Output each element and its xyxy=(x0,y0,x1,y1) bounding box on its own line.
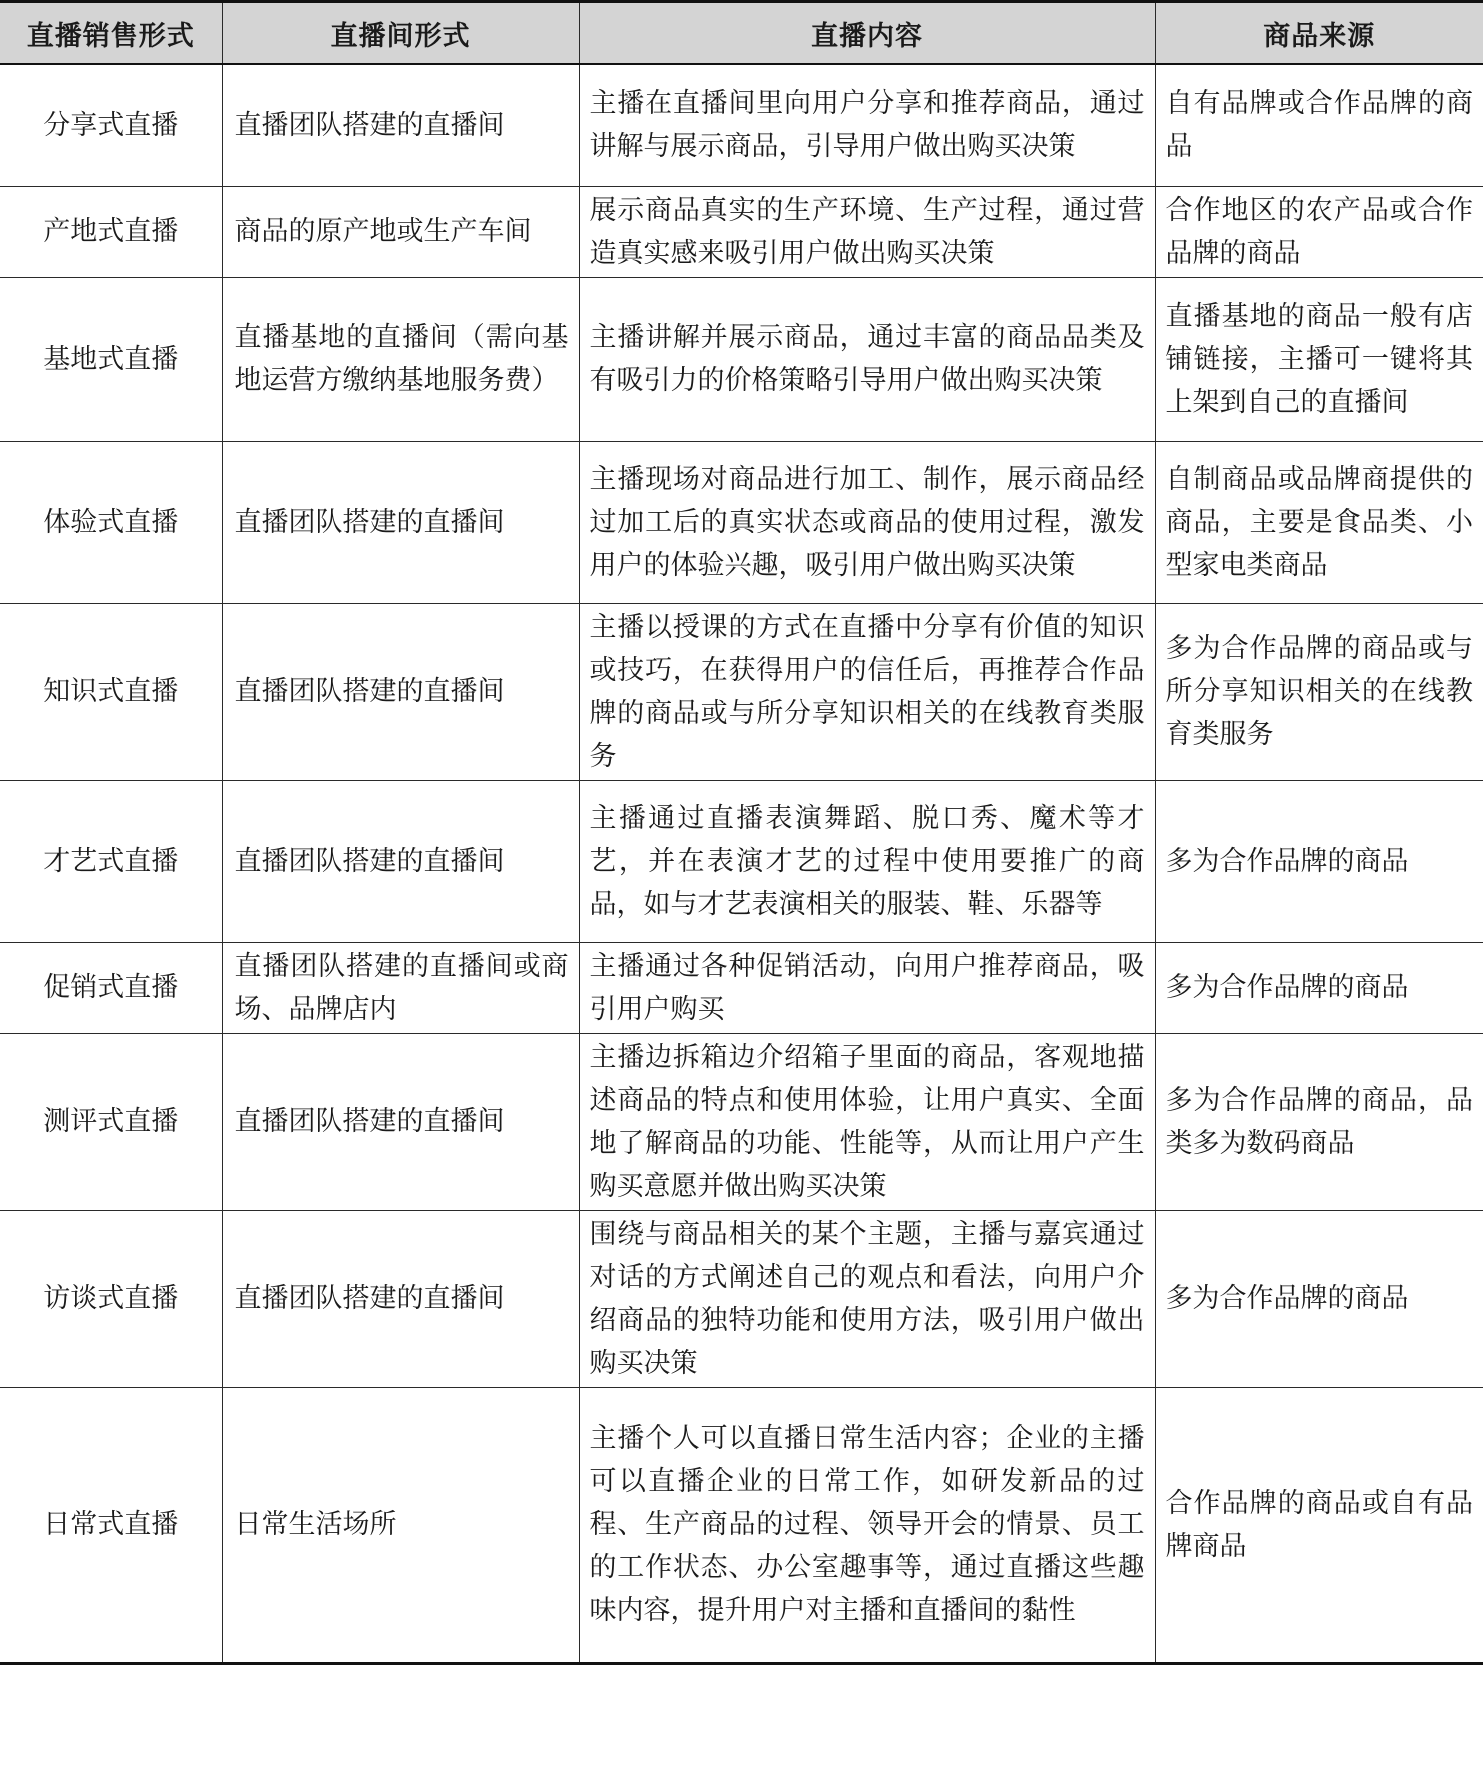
table-body xyxy=(0,64,1483,1663)
cell-room-form: 直播团队搭建的直播间 xyxy=(222,1210,579,1387)
table-row xyxy=(0,942,1483,1033)
cell-sales-form: 测评式直播 xyxy=(0,1033,222,1210)
cell-content: 主播个人可以直播日常生活内容；企业的主播可以直播企业的日常工作，如研发新品的过程、生产商品的过程、领导开会的情景、员工的工作状态、办公室趣事等，通过直播这些趣味内容，提升用户对主播和直播间的黏性 xyxy=(579,1387,1155,1663)
cell-product-source: 多为合作品牌的商品，品类多为数码商品 xyxy=(1155,1033,1483,1210)
cell-sales-form: 分享式直播 xyxy=(0,64,222,186)
table-row xyxy=(0,603,1483,780)
table-row xyxy=(0,277,1483,441)
cell-content: 主播通过直播表演舞蹈、脱口秀、魔术等才艺，并在表演才艺的过程中使用要推广的商品，如与才艺表演相关的服装、鞋、乐器等 xyxy=(579,780,1155,942)
cell-sales-form: 知识式直播 xyxy=(0,603,222,780)
table-row xyxy=(0,1210,1483,1387)
table-row xyxy=(0,780,1483,942)
cell-content: 主播边拆箱边介绍箱子里面的商品，客观地描述商品的特点和使用体验，让用户真实、全面地了解商品的功能、性能等，从而让用户产生购买意愿并做出购买决策 xyxy=(579,1033,1155,1210)
cell-product-source: 多为合作品牌的商品或与所分享知识相关的在线教育类服务 xyxy=(1155,603,1483,780)
cell-product-source: 自有品牌或合作品牌的商品 xyxy=(1155,64,1483,186)
cell-sales-form: 基地式直播 xyxy=(0,277,222,441)
cell-product-source: 多为合作品牌的商品 xyxy=(1155,780,1483,942)
cell-sales-form: 才艺式直播 xyxy=(0,780,222,942)
cell-content: 展示商品真实的生产环境、生产过程，通过营造真实感来吸引用户做出购买决策 xyxy=(579,186,1155,277)
cell-product-source: 直播基地的商品一般有店铺链接，主播可一键将其上架到自己的直播间 xyxy=(1155,277,1483,441)
table-row xyxy=(0,1033,1483,1210)
header-room-form: 直播间形式 xyxy=(222,2,579,65)
cell-room-form: 直播团队搭建的直播间 xyxy=(222,441,579,603)
header-product-source: 商品来源 xyxy=(1155,2,1483,65)
table-row xyxy=(0,441,1483,603)
cell-product-source: 合作品牌的商品或自有品牌商品 xyxy=(1155,1387,1483,1663)
header-sales-form: 直播销售形式 xyxy=(0,2,222,65)
cell-room-form: 直播团队搭建的直播间 xyxy=(222,1033,579,1210)
cell-content: 主播通过各种促销活动，向用户推荐商品，吸引用户购买 xyxy=(579,942,1155,1033)
cell-content: 主播现场对商品进行加工、制作，展示商品经过加工后的真实状态或商品的使用过程，激发用户的体验兴趣，吸引用户做出购买决策 xyxy=(579,441,1155,603)
cell-sales-form: 体验式直播 xyxy=(0,441,222,603)
cell-sales-form: 访谈式直播 xyxy=(0,1210,222,1387)
cell-content: 主播在直播间里向用户分享和推荐商品，通过讲解与展示商品，引导用户做出购买决策 xyxy=(579,64,1155,186)
cell-content: 主播讲解并展示商品，通过丰富的商品品类及有吸引力的价格策略引导用户做出购买决策 xyxy=(579,277,1155,441)
cell-room-form: 直播团队搭建的直播间 xyxy=(222,780,579,942)
header-row xyxy=(0,2,1483,65)
table-header xyxy=(0,2,1483,65)
cell-product-source: 合作地区的农产品或合作品牌的商品 xyxy=(1155,186,1483,277)
cell-room-form: 直播团队搭建的直播间 xyxy=(222,64,579,186)
cell-room-form: 日常生活场所 xyxy=(222,1387,579,1663)
cell-room-form: 直播团队搭建的直播间 xyxy=(222,603,579,780)
table-row xyxy=(0,1387,1483,1663)
cell-product-source: 多为合作品牌的商品 xyxy=(1155,942,1483,1033)
cell-room-form: 直播基地的直播间（需向基地运营方缴纳基地服务费） xyxy=(222,277,579,441)
table-row xyxy=(0,64,1483,186)
cell-sales-form: 日常式直播 xyxy=(0,1387,222,1663)
cell-content: 围绕与商品相关的某个主题，主播与嘉宾通过对话的方式阐述自己的观点和看法，向用户介绍商品的独特功能和使用方法，吸引用户做出购买决策 xyxy=(579,1210,1155,1387)
cell-sales-form: 促销式直播 xyxy=(0,942,222,1033)
cell-room-form: 直播团队搭建的直播间或商场、品牌店内 xyxy=(222,942,579,1033)
cell-content: 主播以授课的方式在直播中分享有价值的知识或技巧，在获得用户的信任后，再推荐合作品牌的商品或与所分享知识相关的在线教育类服务 xyxy=(579,603,1155,780)
table-row xyxy=(0,186,1483,277)
cell-product-source: 自制商品或品牌商提供的商品，主要是食品类、小型家电类商品 xyxy=(1155,441,1483,603)
cell-room-form: 商品的原产地或生产车间 xyxy=(222,186,579,277)
cell-product-source: 多为合作品牌的商品 xyxy=(1155,1210,1483,1387)
cell-sales-form: 产地式直播 xyxy=(0,186,222,277)
header-content: 直播内容 xyxy=(579,2,1155,65)
